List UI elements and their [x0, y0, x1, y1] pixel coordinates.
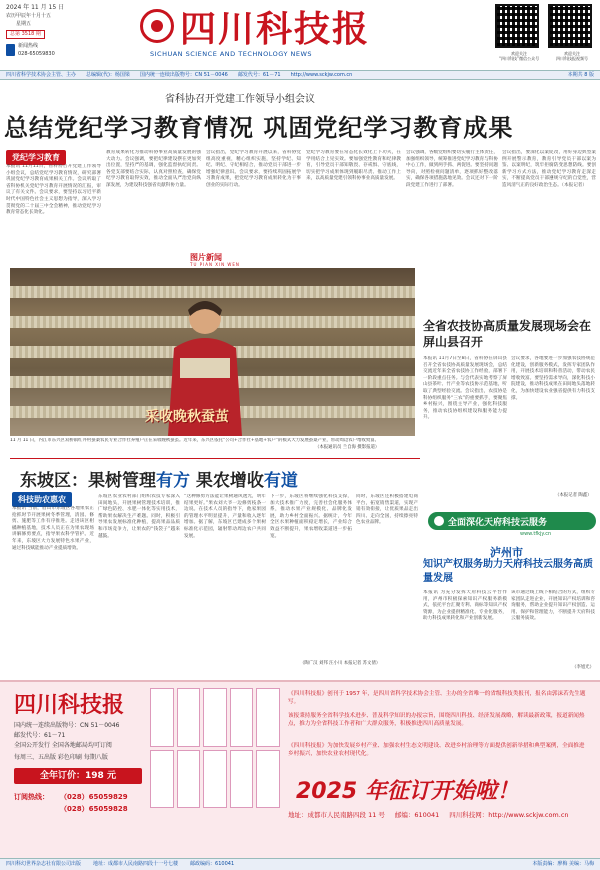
- ad-zip: 邮编：610041: [394, 811, 440, 819]
- ad-post-office: 全国公开发行 全国各地邮局均可订阅: [14, 742, 112, 749]
- photo-section-pinyin: TU PIAN XIN WEN: [190, 262, 240, 267]
- section-tag-agri: 科技助农惠农: [12, 492, 72, 507]
- ad-slogan: 2025 年征订开始啦！: [296, 779, 519, 804]
- paper-thumbnail-icon: [150, 750, 174, 809]
- farm-body-col4: 下一步，东坡区将继续强化科技支撑，加大技术推广力度，完善社会化服务体系，推动水果产业规模化、品牌化发展，助力乡村全面振兴。据统计，今年全区水果种植面积稳定增长，产业综合效益不断提升，果农增收渠道进一步拓宽。: [270, 494, 352, 539]
- farm-headline-part3: 果农增收: [190, 471, 264, 491]
- qr1-caption: 欢迎关注 “四川科技”微信公众号: [498, 51, 540, 61]
- tianfu-banner-text: 全面深化天府科技云服务: [448, 517, 548, 528]
- paper-thumbnail-icon: [150, 688, 174, 747]
- ad-address: 地址：成都市人民南路四段 11 号: [288, 811, 385, 819]
- phone-icon: [6, 44, 15, 56]
- farm-headline-part1: 东坡区：果树管理: [20, 471, 156, 491]
- cn-number: 国内统一连续出版物号：CN 51－0046: [139, 72, 228, 78]
- farm-byline: （陶广汉 刘邦 汪小川 本报记者 苏文倩）: [300, 661, 381, 666]
- lead-headline[interactable]: 总结党纪学习教育情况 巩固党纪学习教育成果: [4, 114, 514, 142]
- silkworm-photo[interactable]: [10, 268, 415, 436]
- lead-body-col5: 会议强调，各级党组织要切实履行主体责任，加强组织领导，统筹推进党纪学习教育与科协中心工作，做到两手抓、两促进。要坚持问题导向，对照检视问题清单，逐项抓好整改落实，确保各项措施落地见效。会议还对下一阶段党建工作进行了部署。: [406, 150, 498, 188]
- ad-paper-thumbnails: [150, 688, 280, 808]
- ad-contact-row: [288, 810, 569, 819]
- tianfu-banner[interactable]: [428, 512, 596, 530]
- date: 2024 年 11 月 15 日: [6, 4, 65, 11]
- ad-paragraph-1: 《四川科技报》创刊于 1957 年，是四川省科学技术协会主管、主办的全省唯一的省级科技类报刊，报名由郭沫若先生题写。: [288, 691, 586, 705]
- info-bar: [0, 70, 600, 80]
- ad-post: 邮发代号：61－71: [14, 732, 66, 739]
- farm-headline-part4: 有道: [263, 471, 298, 491]
- lead-body-col1: 本报讯 11月11日，省科协召开党建工作领导小组会议，总结党纪学习教育情况，研究部署巩固党纪学习教育成果相关工作。会议听取了省科协机关党纪学习教育开展情况的汇报，审议了有关文件。会议要求，要坚持以习近平新时代中国特色社会主义思想为指导，深入学习贯彻党的二十届三中全会精神，推动党纪学习教育常态化长效化。: [6, 164, 101, 216]
- ad-paragraph-2: 该报秉持服务全省科学技术进步、普及科学知识的办报宗旨，围绕四川科技、经济发展战略，解读最新政策，报道新闻热点，推力为全省科技工作者和广大群众服务，积极推进四川高质量发展。: [288, 713, 585, 727]
- issue-number: 总第 3518 期: [6, 30, 45, 39]
- tianfu-body-col2: 该市通过线上线下相结合的方式，组织专家团队走进企业，开展知识产权培训和咨询服务，帮助企业提升知识产权创造、运用、保护和管理能力，不断提升天府科技云服务质效。: [511, 590, 595, 622]
- hotline-number: 028-65059830: [18, 51, 55, 57]
- photo-overlay-title: 采收晚秋蚕茧: [145, 409, 229, 425]
- farm-body-col1: 本报讯 当前，眉山市东坡区各地果农正抢抓时节开展果树冬季管理，清园、修剪、施肥等工作有序推进。走进该区柑橘种植基地，技术人员正在为果农现场讲解修剪要点，指导果农科学管护。近年来，东坡区大力发展特色水果产业，通过科技赋能推动产业提质增效。: [12, 506, 94, 551]
- post-code: 邮发代号：61－71: [237, 72, 281, 78]
- weekday: 星期五: [16, 21, 32, 27]
- newspaper-title: 四川科技报: [180, 7, 371, 50]
- tianfu-credit: （李旭光）: [572, 665, 594, 670]
- farm-headline-part2: 有方: [156, 471, 190, 491]
- lead-body-col6: 会议指出，要深化以案促改，用好身边典型案例开展警示教育，教育引导党员干部以案为鉴、以案明纪，筑牢拒腐防变思想防线。要创新学习方式方法，推动党纪学习教育走深走实，不断提高党员干部遵规守纪的自觉性，营造风清气正的良好政治生态。（本报记者）: [502, 150, 596, 188]
- tianfu-headline[interactable]: 知识产权服务助力天府科技云服务高质量发展: [423, 559, 593, 584]
- footer-zip: 邮政编码：610041: [190, 861, 235, 867]
- right-top-body-col2: 会议要求，各地要进一步加强农技协规范化建设，创新服务模式，发挥专家团队作用，开展技术培训和科普活动，带动农民增收致富。要坚持需求导向，深化科技小院建设，推动科技成果在田间地头落地转化，为加快建设农业强省提供有力科技支撑。: [511, 356, 595, 401]
- tianfu-city: 泸州市: [490, 546, 523, 559]
- lunar-date: 农历甲辰年十月十五: [6, 13, 52, 19]
- ad-logo: 四川科技报: [14, 692, 125, 718]
- footer-publisher: 四川科幻世界杂志社有限公司出版: [6, 861, 82, 867]
- divider: [10, 458, 420, 459]
- farm-body-col3: “这种修剪方法能让果树通风透光，明年结果更好。”果农刘大爷一边修剪枝条一边说。在技术人员的指导下，他家果园的管理水平明显提升，产量和收入逐年增加。据了解，东坡区已建成多个果树标准化示范园，辐射带动周边农户共同发展。: [184, 494, 266, 539]
- lead-body-col2: 教育成果转化为推动科协事业高质量发展的强大动力。会议强调，要把纪律建设摆在更加突出位置，坚持严的基调，强化监督执纪问责。各党支部要结合实际，认真对照检查，确保党纪学习教育取得实效，推动全面从严治党向纵深发展，为建设科技强省贡献科协力量。: [106, 150, 201, 188]
- tianfu-body-col1: 本报讯 为充分发挥天府科技云平台作用，泸州市积极探索知识产权服务新模式，依托平台汇聚专利、商标等知识产权资源，为企业提供精准化、专业化服务，助力科技成果转化和产业创新发展。: [423, 590, 507, 622]
- cloud-logo-icon: [434, 516, 444, 526]
- page-footer: [0, 858, 600, 870]
- masthead: [0, 0, 600, 70]
- paper-thumbnail-icon: [256, 750, 280, 809]
- paper-thumbnail-icon: [230, 750, 254, 809]
- lead-body-col4: 党纪学习教育要在常态化长效化上下功夫，在学用结合上见实效。要加强党性教育和纪律教育，引导党员干部知敬畏、存戒惧、守底线，切实把学习成果体现到履职尽责、推动工作上来，以高质量党建引领科协事业高质量发展。: [306, 150, 401, 182]
- section-tag-party: 党纪学习教育: [6, 150, 66, 165]
- ad-frequency: 每周三、五出版 彩色印刷 每期八版: [14, 754, 108, 761]
- qr-code-video-icon[interactable]: [548, 4, 592, 48]
- farm-body-col2: 东坡区农业农村部门组织农技专家深入田间地头，开展果树管理技术培训，推广绿色防控、水肥一体化等实用技术，帮助果农解决生产难题。同时，积极引导果农发展标准化种植，提高果品品质和市场竞争力，让果农的“钱袋子”越来越鼓。: [98, 494, 180, 539]
- paper-thumbnail-icon: [230, 688, 254, 747]
- newspaper-logo: [140, 4, 410, 48]
- footer-editor: 本版责编：廖梅 美编：马梅: [532, 861, 594, 867]
- ad-hotline-2[interactable]: （028）65059828: [60, 805, 128, 813]
- ad-price: 全年订价：198 元: [14, 768, 142, 784]
- website-link[interactable]: http://www.sckjw.com.cn: [290, 72, 353, 78]
- ad-hotline-label: 订阅热线：: [14, 793, 49, 801]
- page-count: 本期共 8 版: [567, 72, 594, 78]
- paper-thumbnail-icon: [177, 688, 201, 747]
- logo-emblem-icon: [140, 9, 174, 43]
- photo-caption: 11 月 11 日，内江市东兴区双桥镇红井村蚕桑农民专业合作社养殖户正在采收晚秋蚕茧。近年来，东兴区依托“公司+合作社+基地+农户”的模式大力发展蚕桑产业，带动周边农户增收致富。: [10, 438, 380, 443]
- lead-body-col3: 会议指出，党纪学习教育开展以来，省科协党组高度重视，精心组织实施，坚持学纪、知纪、明纪、守纪相结合，推动党员干部进一步增强纪律意识。会议要求，要持续巩固拓展学习教育成果，把党纪学习教育成果转化为干事创业的实际行动。: [206, 150, 301, 188]
- right-top-headline[interactable]: 全省农技协高质量发展现场会在屏山县召开: [423, 319, 592, 349]
- qr-code-wechat-icon[interactable]: [495, 4, 539, 48]
- hotline-label: 新闻热线: [18, 43, 39, 49]
- photo-section-title: 图片新闻: [190, 253, 222, 262]
- paper-thumbnail-icon: [203, 750, 227, 809]
- paper-thumbnail-icon: [177, 750, 201, 809]
- ad-cn: 国内统一连续出版物号：CN 51－0046: [14, 722, 120, 729]
- photo-credit: （本报通讯员 兰自海 摄影报道）: [315, 445, 380, 450]
- qr2-caption: 欢迎关注 四川科技报视频号: [556, 51, 588, 61]
- lead-subhead: 省科协召开党建工作领导小组会议: [165, 94, 315, 105]
- ad-paragraph-3: 《四川科技报》为加快发展乡村产业、加强农村生态文明建设、改进乡村治理等方面提供创新举措和典型案例，全面推进乡村振兴，加快农业农村现代化。: [288, 743, 585, 757]
- farm-body-col5: 同时，东坡区还积极搭建电商平台，拓宽销售渠道，实现产销有效衔接，让优质果品走出四川、走向全国，持续擦亮特色农业品牌。: [356, 494, 418, 526]
- tianfu-url[interactable]: www.tfkjy.cn: [520, 531, 552, 537]
- footer-address: 地址：成都市人民南路四段十一号七楼: [93, 861, 179, 867]
- subscription-ad[interactable]: [0, 680, 600, 858]
- sponsor: 四川省科学技术协会主管、主办: [6, 72, 77, 78]
- right-top-credit: （本报记者 陶鑫）: [555, 493, 592, 498]
- right-top-body-col1: 本报讯 11月7日至8日，省科协在屏山县召开全省农技协高质量发展现场会，总结交流近年来全省农技协工作经验，部署下一阶段重点任务。与会代表实地考察了屏山县茶叶、竹产业等农技协示范基地，听取了典型经验交流。会议指出，农技协是科协组织服务“三农”的重要抓手，要聚焦乡村振兴，围绕主导产业，强化科技服务，推动农技协组织建设和服务能力提升。: [423, 356, 507, 421]
- editor-in-chief: 总编辑(代)：杨国梁: [86, 72, 130, 78]
- ad-hotline-1[interactable]: （028）65059829: [60, 793, 128, 801]
- ad-website[interactable]: 四川科技网：http://www.sckjw.com.cn: [449, 811, 569, 819]
- farm-headline[interactable]: [20, 466, 298, 491]
- paper-thumbnail-icon: [256, 688, 280, 747]
- paper-thumbnail-icon: [203, 688, 227, 747]
- newspaper-title-en: SICHUAN SCIENCE AND TECHNOLOGY NEWS: [150, 50, 313, 58]
